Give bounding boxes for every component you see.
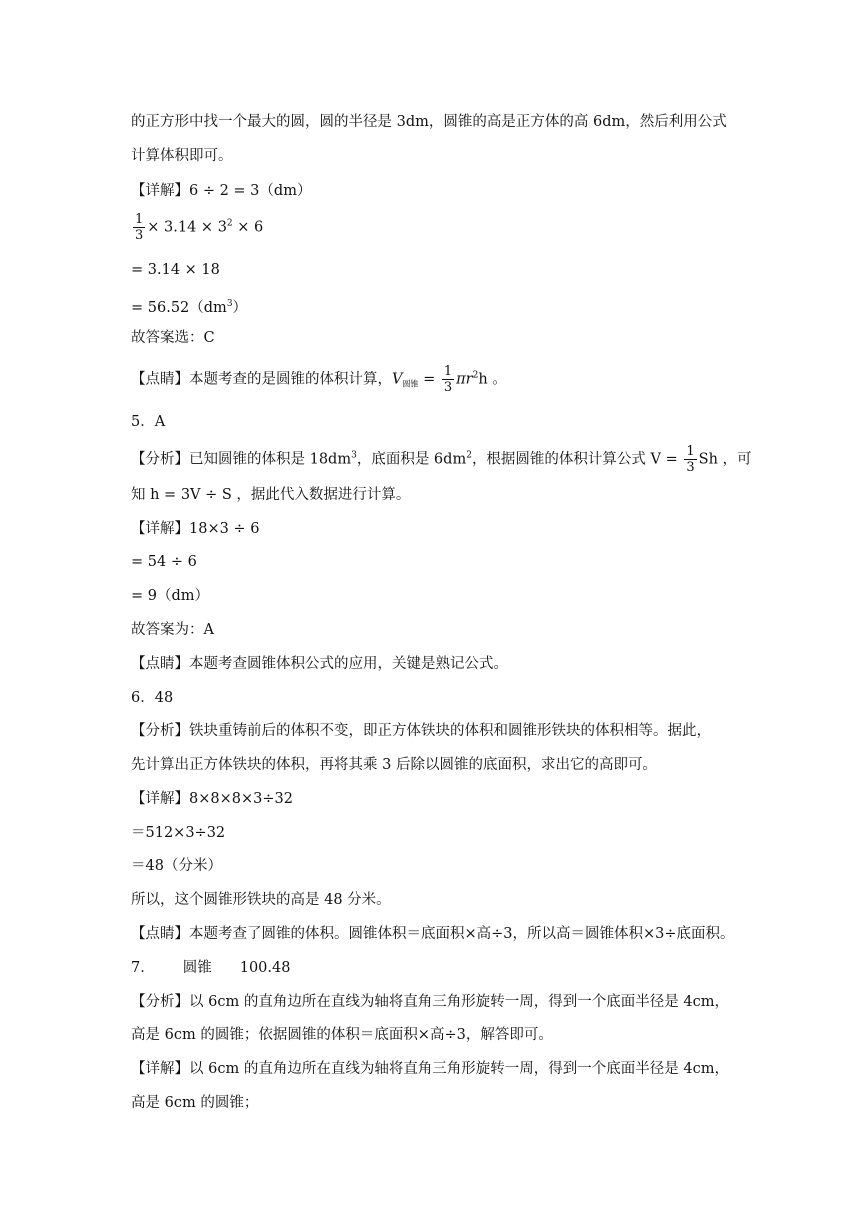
text-line: 计算体积即可。 (131, 148, 233, 164)
formula-line: ＝48（分米） (131, 858, 222, 874)
comment-line: 【点睛】本题考查圆锥体积公式的应用，关键是熟记公式。 (131, 656, 508, 672)
fraction-one-third: $\frac{1}{3}$ (135, 212, 144, 243)
detail-line: 【详解】8×8×8×3÷32 (131, 791, 293, 807)
text-line: 先计算出正方体铁块的体积，再将其乘 3 后除以圆锥的底面积，求出它的高即可。 (131, 757, 657, 773)
detail-line: 【详解】18×3 ÷ 6 (131, 521, 260, 537)
formula-line: = 54 ÷ 6 (131, 554, 197, 570)
text-line: 知 h = 3V ÷ S ，据此代入数据进行计算。 (131, 487, 411, 503)
formula-line: ＝512×3÷32 (131, 825, 226, 841)
text-line: 高是 6cm 的圆锥； (131, 1095, 259, 1111)
text-line: 高是 6cm 的圆锥；依据圆锥的体积＝底面积×高÷3，解答即可。 (131, 1027, 553, 1043)
answer-line: 故答案选：C (131, 330, 215, 346)
fraction-one-third: $\frac{1}{3}$ (443, 364, 453, 395)
analysis-line: 【分析】已知圆锥的体积是 $18dm^3$，底面积是 $6dm^2$，根据圆锥的体积计算公式 V = $\frac{1}{3}$ Sh ，可 (131, 444, 752, 475)
comment-line: 【点睛】本题考查的是圆锥的体积计算，$V_{圆锥}$ = $\frac{1}{3}$ $\pi r^2h$ 。 (131, 364, 507, 395)
formula-line: $\frac{1}{3}$ × $3.14 \times 3^2 \times 6$ (135, 212, 264, 243)
analysis-line: 【分析】铁块重铸前后的体积不变，即正方体铁块的体积和圆锥形铁块的体积相等。据此， (131, 723, 711, 739)
detail-line: 【详解】6 ÷ 2 = 3（dm） (131, 183, 312, 199)
answer-line: 所以，这个圆锥形铁块的高是 48 分米。 (131, 892, 391, 908)
formula-line: = 9（dm） (131, 588, 210, 604)
comment-line: 【点睛】本题考查了圆锥的体积。圆锥体积＝底面积×高÷3，所以高＝圆锥体积×3÷底面积。 (131, 926, 735, 942)
question-number: 5．A (131, 414, 166, 430)
fraction-one-third: $\frac{1}{3}$ (686, 444, 695, 475)
question-number: 6．48 (131, 690, 174, 706)
formula-line: = 3.14 × 18 (131, 262, 220, 278)
question-number: 7． 圆锥 100.48 (131, 960, 291, 976)
text-line: 的正方形中找一个最大的圆，圆的半径是 3dm，圆锥的高是正方体的高 6dm，然后利用公式 (131, 114, 727, 130)
detail-line: 【详解】以 6cm 的直角边所在直线为轴将直角三角形旋转一周，得到一个底面半径是 4cm， (131, 1061, 730, 1077)
analysis-line: 【分析】以 6cm 的直角边所在直线为轴将直角三角形旋转一周，得到一个底面半径是 4cm， (131, 994, 730, 1010)
answer-line: 故答案为：A (131, 622, 214, 638)
formula-line: = $56.52(dm^3)$ (131, 299, 248, 316)
